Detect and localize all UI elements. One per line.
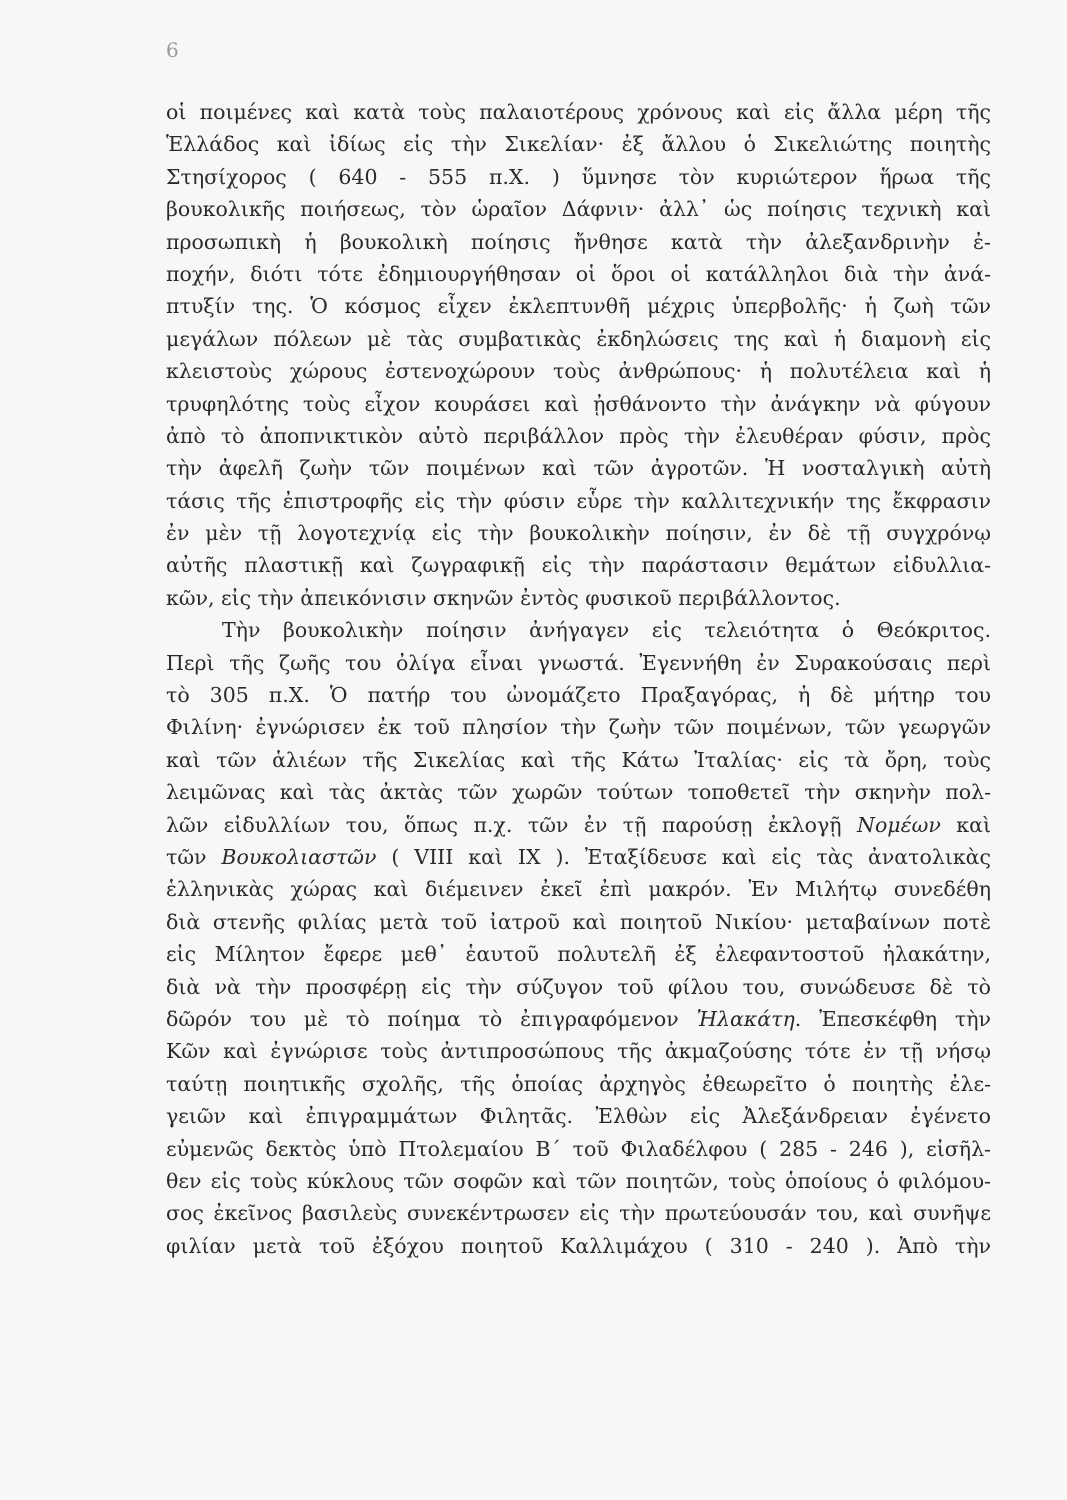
text-segment: δῶρόν του μὲ τὸ ποίημα τὸ ἐπιγραφόμενον xyxy=(166,1006,697,1031)
text-line: οἱ ποιμένες καὶ κατὰ τοὺς παλαιοτέρους χρόνους καὶ εἰς ἄλλα μέρη τῆς xyxy=(166,100,991,124)
work-title: Νομέων xyxy=(857,812,941,837)
body-text xyxy=(166,96,991,1262)
text-line: ποχήν, διότι τότε ἐδημιουργήθησαν οἱ ὅροι οἱ κατάλληλοι διὰ τὴν ἀνά- xyxy=(166,261,991,286)
text-line: εἰς Μίλητον ἔφερε μεθ᾽ ἑαυτοῦ πολυτελῆ ἐξ ἐλεφαντοστοῦ ἠλακάτην, xyxy=(166,942,991,967)
text-line: πτυξίν της. Ὁ κόσμος εἶχεν ἐκλεπτυνθῆ μέχρις ὑπερβολῆς· ἡ ζωὴ τῶν xyxy=(166,294,991,319)
text-line: τρυφηλότης τοὺς εἶχον κουράσει καὶ ᾐσθάνοντο τὴν ἀνάγκην νὰ φύγουν xyxy=(166,391,991,416)
text-line: καὶ τῶν ἁλιέων τῆς Σικελίας καὶ τῆς Κάτω Ἰταλίας· εἰς τὰ ὄρη, τοὺς xyxy=(166,747,991,772)
text-line: κλειστοὺς χώρους ἐστενοχώρουν τοὺς ἀνθρώπους· ἡ πολυτέλεια καὶ ἡ xyxy=(166,359,991,384)
work-title: Ἠλακάτη xyxy=(696,1006,795,1031)
text-line: μεγάλων πόλεων μὲ τὰς συμβατικὰς ἐκδηλώσεις της καὶ ἡ διαμονὴ εἰς xyxy=(166,326,991,351)
text-line: αὐτῆς πλαστικῇ καὶ ζωγραφικῇ εἰς τὴν παράστασιν θεμάτων εἰδυλλια- xyxy=(166,553,991,578)
text-line: διὰ στενῆς φιλίας μετὰ τοῦ ἰατροῦ καὶ ποιητοῦ Νικίου· μεταβαίνων ποτὲ xyxy=(166,909,991,934)
text-line: Ἑλλάδος καὶ ἰδίως εἰς τὴν Σικελίαν· ἐξ ἄλλου ὁ Σικελιώτης ποιητὴς xyxy=(166,132,991,157)
text-line: Στησίχορος ( 640 - 555 π.Χ. ) ὕμνησε τὸν κυριώτερον ἥρωα τῆς xyxy=(166,164,991,189)
text-line: θεν εἰς τοὺς κύκλους τῶν σοφῶν καὶ τῶν ποιητῶν, τοὺς ὁποίους ὁ φιλόμου- xyxy=(166,1168,991,1193)
text-line: τὴν ἀφελῆ ζωὴν τῶν ποιμένων καὶ τῶν ἀγροτῶν. Ἡ νοσταλγικὴ αὐτὴ xyxy=(166,456,991,481)
text-segment: ( VIII καὶ IX ). Ἐταξίδευσε καὶ εἰς τὰς ἀνατολικὰς xyxy=(376,844,991,869)
text-line: Περὶ τῆς ζωῆς του ὀλίγα εἶναι γνωστά. Ἐγεννήθη ἐν Συρακούσαις περὶ xyxy=(166,650,991,675)
text-line: τὸ 305 π.Χ. Ὁ πατήρ του ὠνομάζετο Πραξαγόρας, ἡ δὲ μήτηρ του xyxy=(166,683,991,708)
text-line: λειμῶνας καὶ τὰς ἀκτὰς τῶν χωρῶν τούτων τοποθετεῖ τὴν σκηνὴν πολ- xyxy=(166,780,991,805)
work-title: Βουκολιαστῶν xyxy=(221,844,377,869)
text-line: Κῶν καὶ ἐγνώρισε τοὺς ἀντιπροσώπους τῆς ἀκμαζούσης τότε ἐν τῇ νήσῳ xyxy=(166,1039,991,1064)
text-line: βουκολικῆς ποιήσεως, τὸν ὡραῖον Δάφνιν· ἀλλ᾽ ὡς ποίησις τεχνικὴ καὶ xyxy=(166,197,991,222)
text-line: γειῶν καὶ ἐπιγραμμάτων Φιλητᾶς. Ἐλθὼν εἰς Ἀλεξάνδρειαν ἐγένετο xyxy=(166,1104,991,1129)
text-segment: . Ἐπεσκέφθη τὴν xyxy=(794,1006,992,1031)
text-line: διὰ νὰ τὴν προσφέρῃ εἰς τὴν σύζυγον τοῦ φίλου του, συνώδευσε δὲ τὸ xyxy=(166,974,991,999)
text-line-with-title xyxy=(166,809,991,841)
text-line: κῶν, εἰς τὴν ἀπεικόνισιν σκηνῶν ἐντὸς φυσικοῦ περιβάλλοντος. xyxy=(166,585,841,610)
text-segment: τῶν xyxy=(166,844,222,869)
text-line: ἐν μὲν τῇ λογοτεχνίᾳ εἰς τὴν βουκολικὴν ποίησιν, ἐν δὲ τῇ συγχρόνῳ xyxy=(166,521,991,546)
text-segment: καὶ xyxy=(940,812,991,837)
page-number: 6 xyxy=(166,38,179,62)
text-line: σος ἐκεῖνος βασιλεὺς συνεκέντρωσεν εἰς τὴν πρωτεύουσάν του, καὶ συνῆψε xyxy=(166,1201,991,1226)
text-line: ἀπὸ τὸ ἀποπνικτικὸν αὐτὸ περιβάλλον πρὸς τὴν ἐλευθέραν φύσιν, πρὸς xyxy=(166,423,991,448)
text-line: ταύτῃ ποιητικῆς σχολῆς, τῆς ὁποίας ἀρχηγὸς ἐθεωρεῖτο ὁ ποιητὴς ἐλε- xyxy=(166,1071,991,1096)
text-line: Φιλίνη· ἐγνώρισεν ἐκ τοῦ πλησίον τὴν ζωὴν τῶν ποιμένων, τῶν γεωργῶν xyxy=(166,715,991,740)
text-line: φιλίαν μετὰ τοῦ ἐξόχου ποιητοῦ Καλλιμάχου ( 310 - 240 ). Ἀπὸ τὴν xyxy=(166,1233,991,1258)
paragraph-start-line: Τὴν βουκολικὴν ποίησιν ἀνήγαγεν εἰς τελειότητα ὁ Θεόκριτος. xyxy=(222,618,991,643)
text-line-with-title xyxy=(166,841,991,873)
text-line-with-title xyxy=(166,1003,991,1035)
text-line: εὐμενῶς δεκτὸς ὑπὸ Πτολεμαίου Β΄ τοῦ Φιλαδέλφου ( 285 - 246 ), εἰσῆλ- xyxy=(166,1136,991,1161)
text-segment: λῶν εἰδυλλίων του, ὅπως π.χ. τῶν ἐν τῇ παρούσῃ ἐκλογῇ xyxy=(166,812,858,837)
text-line: τάσις τῆς ἐπιστροφῆς εἰς τὴν φύσιν εὗρε τὴν καλλιτεχνικήν της ἔκφρασιν xyxy=(166,488,991,513)
text-line: προσωπικὴ ἡ βουκολικὴ ποίησις ἤνθησε κατὰ τὴν ἀλεξανδρινὴν ἐ- xyxy=(166,229,991,254)
text-line: ἑλληνικὰς χώρας καὶ διέμεινεν ἐκεῖ ἐπὶ μακρόν. Ἐν Μιλήτῳ συνεδέθη xyxy=(166,877,991,902)
